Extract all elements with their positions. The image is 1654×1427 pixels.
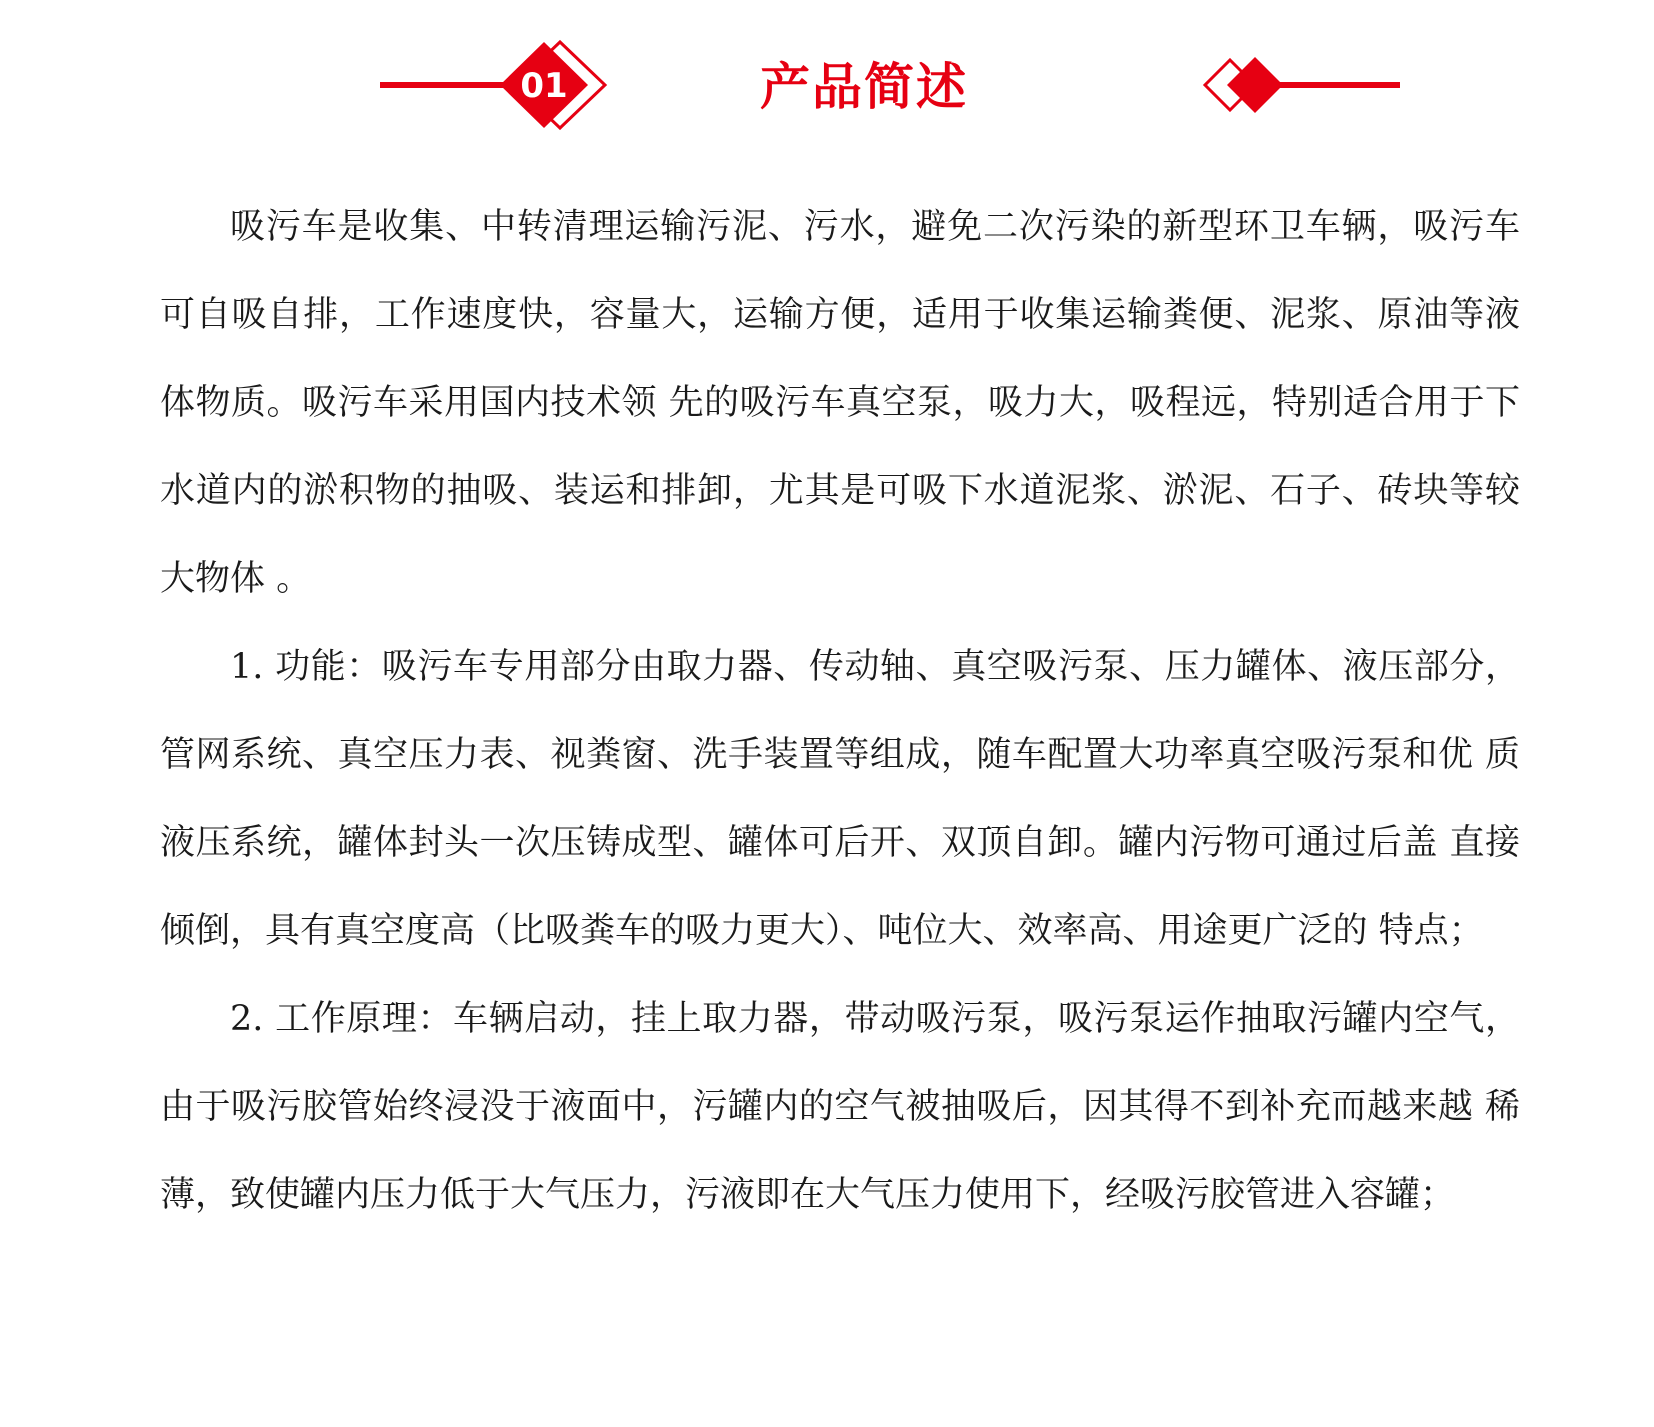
paragraph-function: 1. 功能：吸污车专用部分由取力器、传动轴、真空吸污泵、压力罐体、液压部分， 管网系统、真空压力表、视粪窗、洗手装置等组成，随车配置大功率真空吸污泵和优 质液压系统，罐体封头一次压铸成型、罐体可后开、双顶自卸。罐内污物可通过后盖 直接倾倒，具有真空度高（比吸粪车的吸力更大）、吨位大、效率高、用途更广泛的 特点； [160,647,1520,951]
right-divider-line [1270,82,1400,88]
section-header [0,0,1654,150]
section-number: 01 [520,66,568,106]
product-description [160,183,1520,1239]
paragraph-working-principle: 2. 工作原理：车辆启动，挂上取力器，带动吸污泵，吸污泵运作抽取污罐内空气， 由于吸污胶管始终浸没于液面中，污罐内的空气被抽吸后，因其得不到补充而越来越 稀薄，致使罐内压力低于大气压力，污液即在大气压力使用下，经吸污胶管进入容罐； [160,999,1520,1215]
paragraph-intro: 吸污车是收集、中转清理运输污泥、污水，避免二次污染的新型环卫车辆，吸污车可自吸自排，工作速度快，容量大，运输方便，适用于收集运输粪便、泥浆、原油等液体物质。吸污车采用国内技术领 先的吸污车真空泵，吸力大，吸程远，特别适合用于下水道内的淤积物的抽吸、装运和排卸，尤其是可吸下水道泥浆、淤泥、石子、砖块等较大物体 。 [160,207,1520,599]
section-title: 产品简述 [760,58,968,116]
